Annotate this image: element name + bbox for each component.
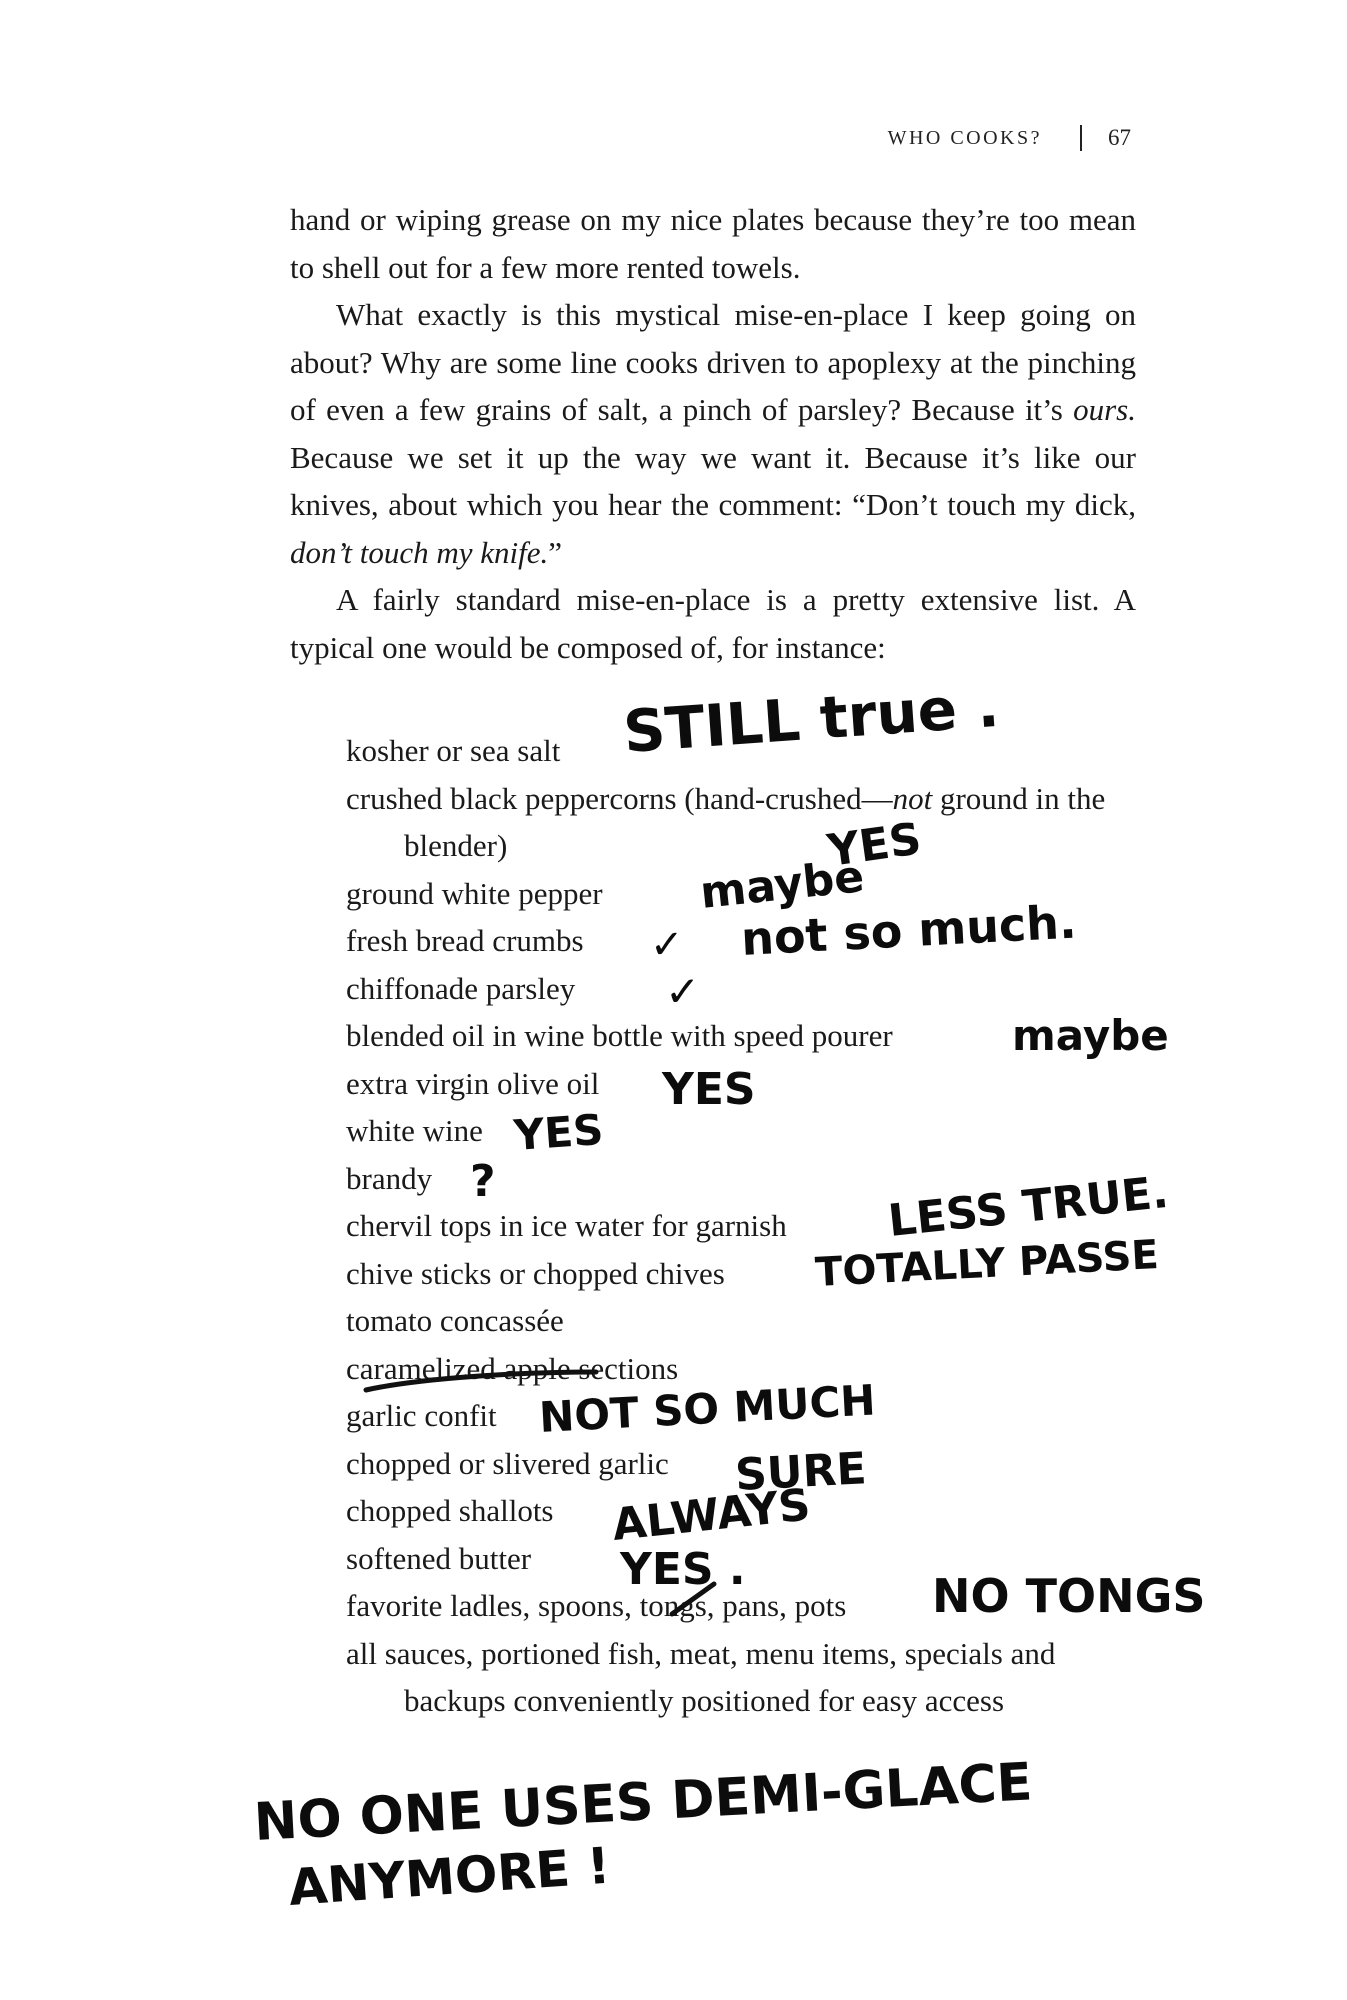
paragraph-2-part-b: Because we set it up the way we want it. Because it’s like our knives, about which you hear the comment: “Don’t touch my dick, [290, 439, 1136, 522]
annotation-footer-line-2: ANYMORE ! [286, 1836, 612, 1917]
paragraph-2-part-c: ” [548, 534, 563, 570]
list-item [346, 775, 1146, 870]
paragraph-2-part-a: What exactly is this mystical mise-en-place I keep going on about? Why are some line cooks driven to apoplexy at the pinching of even a few grains of salt, a pinch of parsley? Because it’s [290, 297, 1136, 427]
annotation-utensils: NO TONGS [932, 1569, 1206, 1623]
list-item [346, 1202, 1146, 1250]
annotation-shallots: ALWAYS [609, 1479, 813, 1551]
list-item-text: extra virgin olive oil [346, 1065, 600, 1101]
annotation-white-wine: YES [512, 1104, 605, 1160]
annotation-bread-crumbs-tick: ✓ [650, 922, 684, 968]
list-item [346, 1487, 1146, 1535]
body-text [290, 196, 1136, 671]
header-divider [1080, 125, 1082, 151]
list-item-tail: ground in the blender) [404, 780, 1106, 863]
list-item-text: chive sticks or chopped chives [346, 1255, 725, 1291]
list-item-text: garlic confit [346, 1398, 497, 1433]
list-item-text: chopped or slivered garlic [346, 1445, 669, 1481]
list-item-text: ground white pepper [346, 875, 603, 911]
list-item-text: tomato concassée [346, 1303, 564, 1338]
list-item [346, 1535, 1146, 1583]
list-item-text: fresh bread crumbs [346, 923, 584, 958]
annotation-parsley: ✓ [665, 967, 701, 1016]
list-item [346, 1107, 1146, 1155]
list-item [346, 870, 1146, 918]
list-item-text: softened butter [346, 1540, 532, 1576]
list-item [346, 965, 1146, 1013]
annotation-salt: STILL true . [621, 671, 1002, 766]
page-number: 67 [1108, 125, 1131, 150]
list-item-text: white wine [346, 1113, 483, 1148]
list-item-text: brandy [346, 1160, 433, 1196]
list-item-text: chopped shallots [346, 1493, 554, 1528]
annotation-garlic-confit: NOT SO MUCH [537, 1375, 877, 1442]
annotation-white-pepper: maybe [697, 851, 867, 919]
paragraph-1: hand or wiping grease on my nice plates because they’re too mean to shell out for a few more rented towels. [290, 202, 1136, 285]
annotation-chives: TOTALLY PASSE [814, 1232, 1160, 1296]
list-item-text: all sauces, portioned fish, meat, menu items, specials and backups conveniently positioned for easy access [346, 1635, 1056, 1718]
list-item-text: blended oil in wine bottle with speed pourer [346, 1018, 893, 1053]
list-item [346, 1250, 1146, 1298]
list-item [346, 1440, 1146, 1488]
list-item-text: caramelized apple sections [346, 1350, 679, 1386]
list-item [346, 1297, 1146, 1345]
running-title: WHO COOKS? [887, 126, 1042, 149]
list-item [346, 1012, 1146, 1060]
paragraph-2 [290, 291, 1136, 576]
annotation-olive-oil: YES [662, 1064, 756, 1115]
list-item-text: favorite ladles, spoons, tongs, pans, pots [346, 1588, 847, 1623]
list-item-text: crushed black peppercorns (hand-crushed— [346, 780, 893, 816]
list-item [346, 727, 1146, 775]
list-item-text: chiffonade parsley [346, 970, 576, 1006]
list-item [346, 1392, 1146, 1440]
annotation-chervil: LESS TRUE. [885, 1166, 1171, 1247]
list-item-text: chervil tops in ice water for garnish [346, 1208, 787, 1243]
annotation-garlic: SURE [733, 1443, 868, 1501]
list-item [346, 1345, 1146, 1393]
annotation-peppercorns: YES [824, 813, 925, 877]
list-item [346, 1155, 1146, 1203]
list-item [346, 1582, 1146, 1630]
list-item-italic: not [892, 780, 933, 816]
annotation-blended-oil: maybe [1012, 1011, 1169, 1060]
annotation-butter: YES . [620, 1544, 746, 1595]
list-item [346, 917, 1146, 965]
paragraph-3: A fairly standard mise-en-place is a pretty extensive list. A typical one would be composed of, for instance: [290, 582, 1136, 665]
emphasis-ours: ours. [1073, 392, 1136, 427]
emphasis-knife: don’t touch my knife. [290, 534, 549, 570]
mise-en-place-list [346, 727, 1146, 1725]
list-item-text: kosher or sea salt [346, 733, 561, 768]
annotation-brandy: ? [470, 1156, 496, 1207]
annotation-footer-line-1: NO ONE USES DEMI-GLACE [252, 1752, 1034, 1853]
running-head [888, 125, 1131, 151]
list-item [346, 1630, 1146, 1725]
list-item [346, 1060, 1146, 1108]
annotation-bread-crumbs: not so much. [739, 894, 1078, 966]
